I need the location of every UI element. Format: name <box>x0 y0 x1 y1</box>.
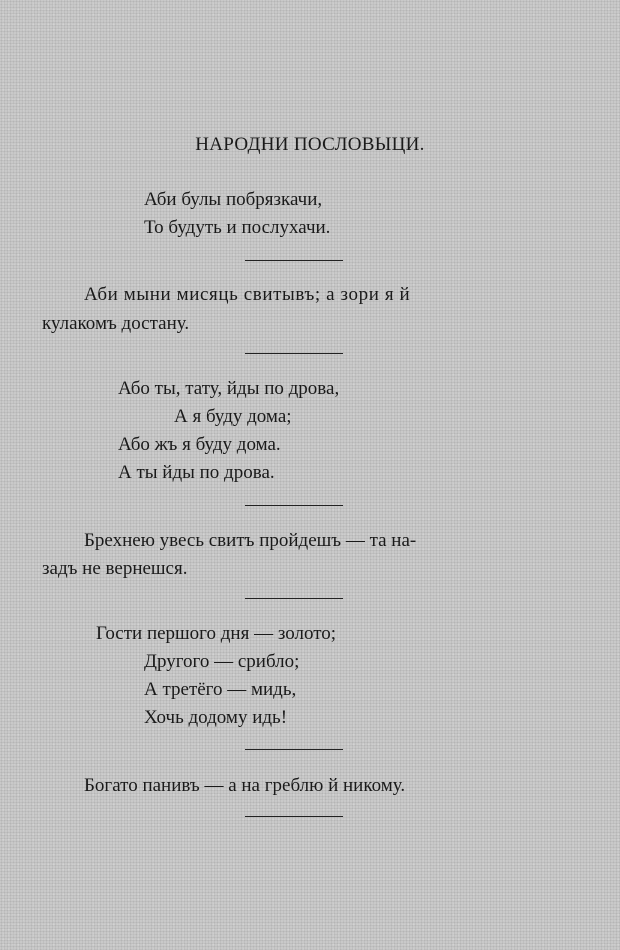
proverb-3-line-2: А я буду дома; <box>174 406 292 427</box>
proverb-4-line-1: Брехнею увесь свитъ пройдешъ — та на- <box>84 530 417 551</box>
separator-rule <box>245 816 343 817</box>
proverb-3-line-4: А ты йды по дрова. <box>118 462 275 483</box>
proverb-5-line-2: Другого — срибло; <box>144 651 300 672</box>
separator-rule <box>245 598 343 599</box>
proverb-5-line-1: Гости першого дня — золото; <box>96 623 337 644</box>
proverb-5-line-4: Хочь додому идь! <box>144 707 288 728</box>
proverb-5-line-3: А третёго — мидь, <box>144 679 297 700</box>
page-title: НАРОДНИ ПОСЛОВЫЦИ. <box>195 134 425 155</box>
proverb-6-line-1: Богато панивъ — а на греблю й никому. <box>84 775 406 796</box>
separator-rule <box>245 749 343 750</box>
proverb-3-line-3: Або жъ я буду дома. <box>118 434 281 455</box>
proverb-2-line-2: кулакомъ достану. <box>42 313 190 334</box>
proverb-1-line-2: То будуть и послухачи. <box>144 217 331 238</box>
proverb-1-line-1: Аби булы побрязкачи, <box>144 189 323 210</box>
separator-rule <box>245 353 343 354</box>
proverb-4-line-2: задъ не вернешся. <box>42 558 188 579</box>
proverb-3-line-1: Або ты, тату, йды по дрова, <box>118 378 340 399</box>
separator-rule <box>245 260 343 261</box>
proverb-2-line-1: Аби мыни мисяць свитывъ; а зори я й <box>84 284 411 305</box>
separator-rule <box>245 505 343 506</box>
